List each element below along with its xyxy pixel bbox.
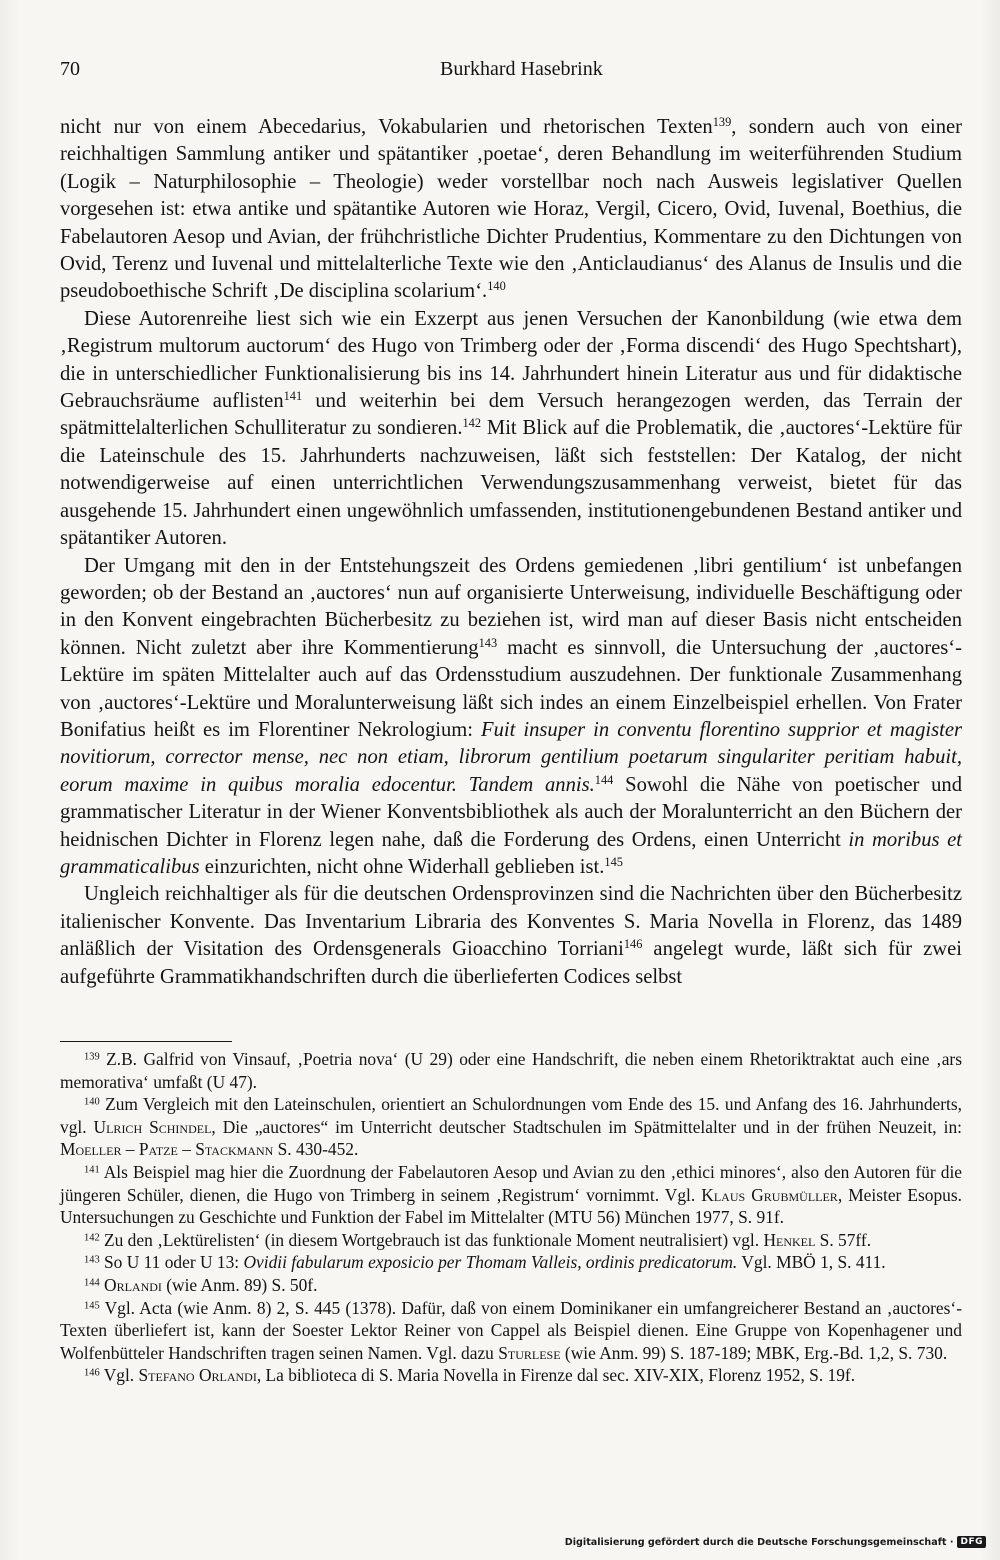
footnote-ref[interactable]: 142 [462,416,482,431]
text-run: macht es sinnvoll, die Untersuchung der ‚auctores‘-Lektüre im späten Mittelalter auch auf das Ordensstudium auszudehnen. Der funktionale Zusammenhang von ‚auctores‘-Lektüre und Moralunterweisung läßt sich indes an einem Einzelbeispiel erhellen. Von Frater Bonifatius heißt es im Florentiner Nekrologium: [60,636,962,741]
footnote-text: (wie Anm. 89) S. 50f. [161,1274,318,1295]
author-name: Moeller – Patze – Stackmann [60,1139,274,1160]
paragraph [60,114,962,306]
footnote-text: Zum Vergleich mit den Lateinschulen, orientiert an Schulordnungen vom Ende des 15. und Anfang des 16. Jahrhunderts, vgl. [60,1094,962,1137]
footnotes [60,1048,962,1387]
footnote-number: 140 [84,1096,100,1108]
footnote-text: Zu den ‚Lektürelisten‘ (in diesem Wortgebrauch ist das funktionale Moment neutralisiert) vgl. [99,1229,764,1250]
footnote-text: , La biblioteca di S. Maria Novella in Firenze dal sec. XIV-XIX, Florenz 1952, S. 19f. [256,1365,856,1386]
footnote-ref[interactable]: 143 [478,635,498,650]
paragraph [60,306,962,553]
text-run: Diese Autorenreihe liest sich wie ein Exzerpt aus jenen Versuchen der Kanonbildung (wie etwa dem ‚Registrum multorum auctorum‘ des Hugo von Trimberg oder der ‚Forma discendi‘ des Hugo Spechtshart), die in unterschiedlicher Funktionalisierung bis ins 14. Jahrhundert hinein Literatur aus und für didaktische Gebrauchsräume auflisten [60,307,962,413]
author-name: Stefano Orlandi [138,1365,257,1386]
footnote-145 [60,1297,962,1365]
text-run: Ungleich reichhaltiger als für die deutschen Ordensprovinzen sind die Nachrichten über den Bücherbesitz italienischer Konvente. Das Inventarium Libraria des Konventes S. Maria Novella in Florenz, das 1489 anläßlich der Visitation des Ordensgenerals Gioacchino Torriani [60,883,962,961]
text-run: Mit Blick auf die Problematik, die ‚auctores‘-Lektüre für die Lateinschule des 15. Jahrhunderts nachzuweisen, läßt sich feststellen: Der Katalog, der nicht notwendigerweise auf einen unterrichtlichen Verwendungszusammenhang verweist, bietet für das ausgehende 15. Jahrhundert einen ungewöhnlich umfassenden, institutionengebundenen Bestand antiker und spätantiker Autoren. [60,417,962,550]
text-run: , sondern auch von einer reichhaltigen Sammlung antiker und spätantiker ‚poetae‘, deren Behandlung im weiterführenden Studium (Logik – Naturphilosophie – Theologie) weder vorstellbar noch nach Ausweis legislativer Quellen vorgesehen ist: etwa antike und spätantike Autoren wie Horaz, Vergil, Cicero, Ovid, Iuvenal, Boethius, die Fabelautoren Aesop und Avian, der frühchristliche Dichter Prudentius, Kommentare zu den Dichtungen von Ovid, Terenz und Iuvenal und mittelalterliche Texte wie den ‚Anticlaudianus‘ des Alanus de Insulis und die pseudoboethische Schrift ‚De disciplina scolarium‘. [60,116,962,303]
paragraph [60,553,962,882]
footnote-ref[interactable]: 144 [594,772,614,787]
footnote-number: 146 [84,1367,100,1379]
footnote-text: Z.B. Galfrid von Vinsauf, ‚Poetria nova‘ (U 29) oder eine Handschrift, die neben einem Rhetoriktraktat auch eine ‚ars memorativa‘ umfaßt (U 47). [60,1049,962,1092]
footnote-142 [60,1229,962,1252]
footnote-number: 143 [84,1254,100,1266]
footnote-text: S. 57ff. [815,1229,872,1250]
footnote-144 [60,1274,962,1297]
footnote-ref[interactable]: 145 [604,855,623,870]
digitization-credit [565,1532,986,1552]
footnote-text: Vgl. MBÖ 1, S. 411. [737,1252,886,1273]
footnote-text: Vgl. [99,1365,139,1386]
author-name: Ulrich Schindel [93,1116,212,1137]
footnote-ref[interactable]: 140 [487,279,506,294]
footnote-text: , Meister Esopus. Untersuchungen zu Geschichte und Funktion der Fabel im Mittelalter (MTU 56) München 1977, S. 91f. [60,1184,962,1228]
footnote-ref[interactable]: 146 [623,937,643,952]
footnote-ref[interactable]: 139 [712,115,732,130]
text-run: und weiterhin bei dem Versuch herangezogen werden, das Terrain der spätmittelalterlichen Schulliteratur zu sondieren. [60,390,962,440]
latin-quote: Fuit insuper in conventu florentino supprior et magister novitiorum, corrector mense, nec non etiam, librorum gentilium poetarum singulariter peritiam habuit, eorum maxime in quibus moralia edocentur. Tandem annis. [60,718,962,796]
latin-quote: Ovidii fabularum exposicio per Thomam Valleis, ordinis predicatorum. [243,1252,738,1273]
author-name: Henkel [763,1229,816,1250]
text-run: Der Umgang mit den in der Entstehungszeit des Ordens gemiedenen ‚libri gentilium‘ ist unbefangen geworden; ob der Bestand an ‚auctores‘ nun auf organisierte Unterweisung, individuelle Beschäftigung oder in den Konvent eingebrachten Bücherbesitz zu beziehen ist, wird man auf dieser Basis nicht entscheiden können. Nicht zuletzt aber ihre Kommentierung [60,554,962,659]
footnote-number: 144 [84,1277,100,1289]
paragraph [60,881,962,991]
text-run: nicht nur von einem Abecedarius, Vokabularien und rhetorischen Texten [60,116,713,138]
footnote-number: 145 [84,1299,100,1311]
footnote-141 [60,1161,962,1229]
footnote-number: 141 [84,1164,100,1176]
footnote-number: 142 [84,1232,100,1244]
text-run: einzurichten, nicht ohne Widerhall geblieben ist. [199,855,605,878]
footnote-ref[interactable]: 141 [283,389,303,404]
author-name: Klaus Grubmüller [701,1184,838,1205]
page-header [60,58,962,88]
credit-text: Digitalisierung gefördert durch die Deutsche Forschungsgemeinschaft · [564,1536,954,1548]
footnote-text: S. 430-452. [273,1139,359,1160]
author-name: Orlandi [99,1274,162,1295]
running-title: Burkhard Hasebrink [440,58,603,80]
text-run: angelegt wurde, läßt sich für zwei aufgeführte Grammatikhandschriften durch die überlieferten Codices selbst [60,938,962,988]
footnote-146 [60,1364,962,1387]
footnote-text: So U 11 oder U 13: [99,1252,244,1273]
footnote-text: (wie Anm. 99) S. 187-189; MBK, Erg.-Bd. 1,2, S. 730. [560,1342,948,1363]
footnote-139 [60,1048,962,1093]
footnote-text: , Die „auctores“ im Unterricht deutscher Stadtschulen im Spätmittelalter und in der frühen Neuzeit, in: [211,1116,962,1137]
author-name: Sturlese [498,1342,561,1363]
footnote-140 [60,1093,962,1161]
text-run: Sowohl die Nähe von poetischer und grammatischer Literatur in der Wiener Konventsbibliothek als auch der Moralunterricht an den Büchern der heidnischen Dichter in Florenz legen nahe, daß die Forderung des Ordens, einen Unterricht [60,773,962,851]
footnote-number: 139 [84,1051,100,1063]
footnote-text: Als Beispiel mag hier die Zuordnung der Fabelautoren Aesop und Avian zu den ‚ethici minores‘, also den Autoren für die jüngeren Schüler, dienen, die Hugo von Trimberg in seinem ‚Registrum‘ vornimmt. Vgl. [60,1161,962,1205]
footnote-divider [60,1041,232,1042]
main-text [60,114,962,991]
latin-quote: in moribus et grammaticalibus [60,828,962,878]
page-number: 70 [60,58,80,80]
footnote-text: Vgl. Acta (wie Anm. 8) 2, S. 445 (1378). Dafür, daß von einem Dominikaner ein umfangreicherer Bestand an ‚auctores‘-Texten überliefert ist, kann der Soester Lektor Reiner von Cappel als Beispiel dienen. Eine Gruppe von Kopenhagener und Wolfenbütteler Handschriften tragen seinen Namen. Vgl. dazu [60,1297,962,1363]
footnote-143 [60,1251,962,1274]
dfg-logo: DFG [957,1536,986,1548]
